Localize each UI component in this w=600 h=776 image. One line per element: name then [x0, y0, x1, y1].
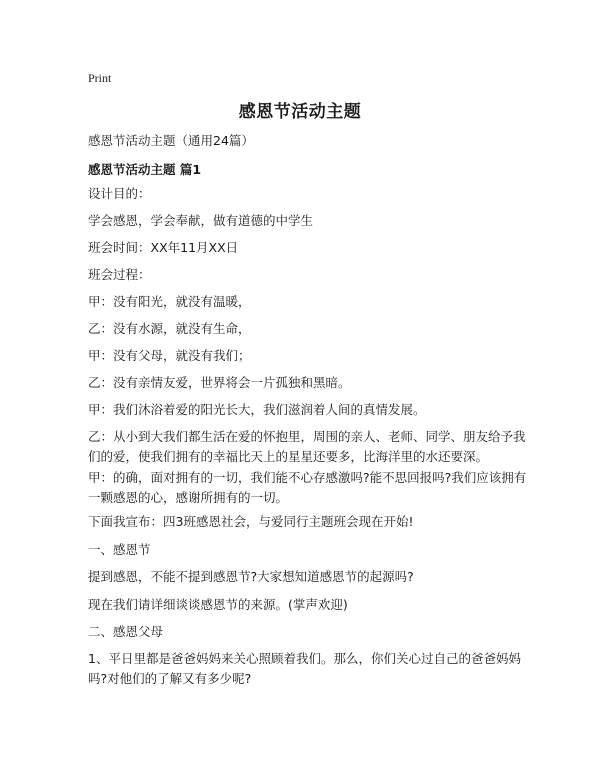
section-heading-thanksgiving: 一、感恩节	[88, 542, 151, 557]
paragraph-line: 甲：我们沐浴着爱的阳光长大，我们滋润着人间的真情发展。	[88, 402, 426, 417]
paragraph-design-purpose: 学会感恩，学会奉献，做有道德的中学生	[88, 213, 314, 228]
paragraph-line: 甲：没有父母，就没有我们；	[88, 348, 251, 363]
paragraph-line: 现在我们请详细谈谈感恩节的来源。(掌声欢迎)	[88, 597, 348, 612]
paragraph-line: 乙：没有亲情友爱，世界将会一片孤独和黑暗。	[88, 375, 351, 390]
paragraph-multiline: 1、平日里都是爸爸妈妈来关心照顾着我们。那么，你们关心过自己的爸爸妈妈吗?对他们的了解又有多少呢?	[88, 651, 521, 686]
paragraph-line: 乙：没有水源，就没有生命，	[88, 321, 251, 336]
paragraph-design-purpose-label: 设计目的：	[88, 186, 151, 201]
paragraph-line: 提到感恩，不能不提到感恩节?大家想知道感恩节的起源吗?	[88, 569, 414, 584]
paragraph-multiline: 乙：从小到大我们都生活在爱的怀抱里，周围的亲人、老师、同学、朋友给予我们的爱，使我们拥有的幸福比天上的星星还要多，比海洋里的水还要深。	[88, 429, 526, 464]
paragraph-multiline: 甲：的确，面对拥有的一切，我们能不心存感激吗?能不思回报吗?我们应该拥有一颗感恩的心，感谢所拥有的一切。	[88, 470, 527, 505]
section-heading-parents: 二、感恩父母	[88, 624, 164, 639]
print-link[interactable]: Print	[88, 71, 112, 85]
document-subtitle: 感恩节活动主题（通用24篇）	[88, 133, 254, 148]
section-heading: 感恩节活动主题 篇1	[88, 162, 202, 177]
paragraph-meeting-time: 班会时间：XX年11月XX日	[88, 240, 239, 255]
paragraph-process-label: 班会过程：	[88, 267, 151, 282]
document-title: 感恩节活动主题	[238, 102, 362, 122]
paragraph-announcement: 下面我宣布：四3班感恩社会，与爱同行主题班会现在开始!	[88, 514, 414, 529]
paragraph-line: 甲：没有阳光，就没有温暖，	[88, 294, 251, 309]
